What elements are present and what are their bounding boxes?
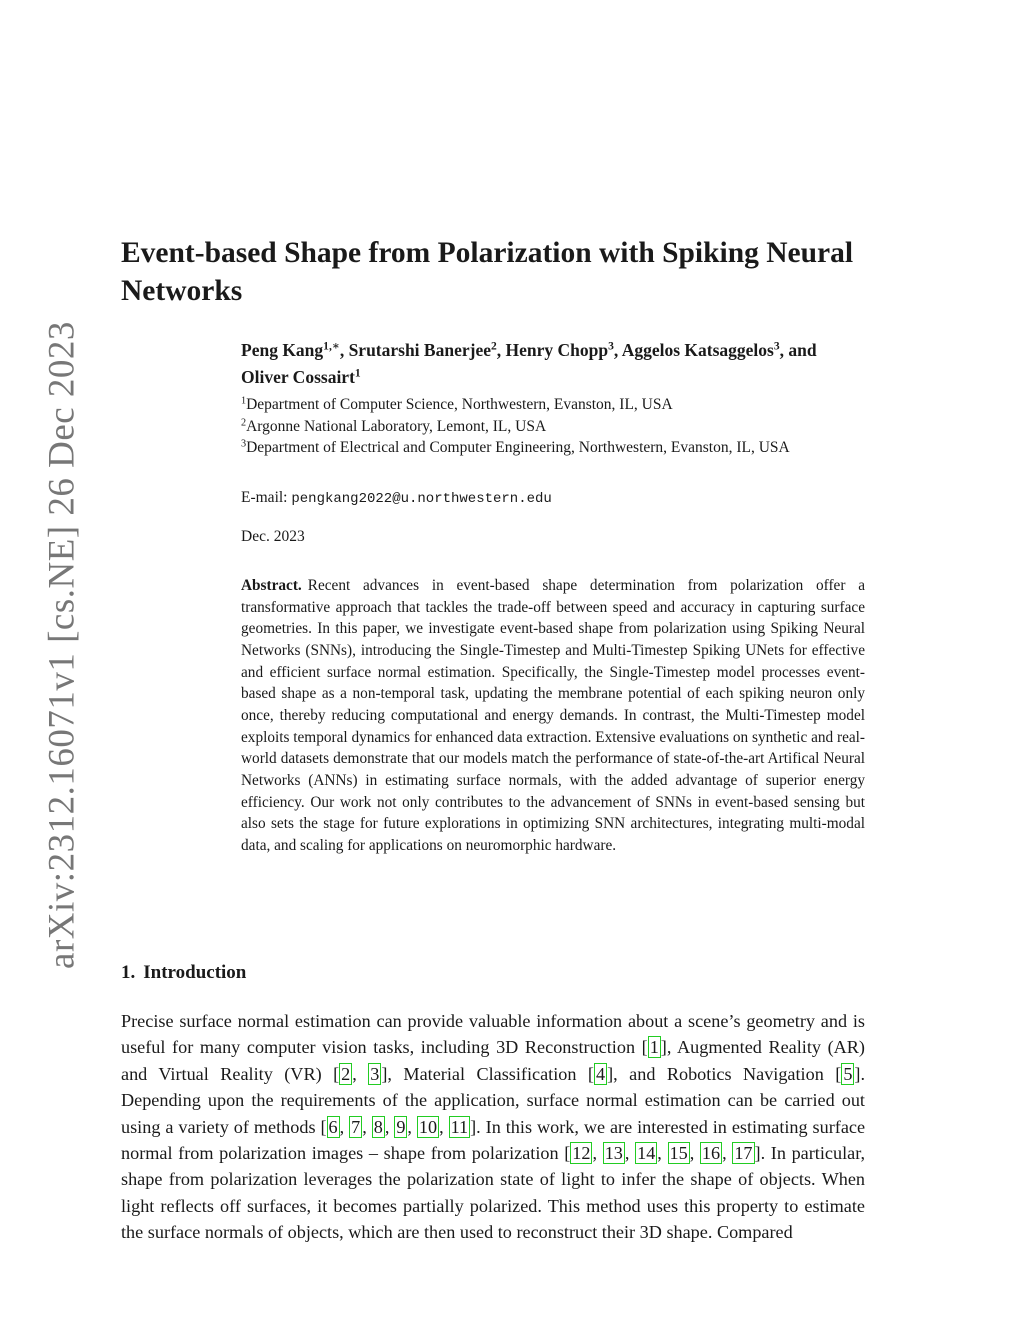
- section-number: 1.: [121, 962, 136, 983]
- intro-text: ,: [592, 1143, 603, 1164]
- author-separator: ,: [339, 340, 349, 360]
- intro-text: ,: [352, 1063, 369, 1084]
- introduction-paragraph: [121, 1008, 865, 1246]
- intro-text: ]. In particular, shape from polarization leverages the polarization state of light to infer the shape of objects. When light reflects off surfaces, it becomes partially polarized. This method uses this property to estimate the surface normals of objects, which are then used to reconstruct their 3D shape. Compared: [121, 1143, 866, 1243]
- intro-text: ]. In this work, we are interested in estimating surface normal from polarization images – shape from polarization [: [121, 1116, 866, 1164]
- citation-link[interactable]: 12: [572, 1143, 591, 1164]
- publication-date: Dec. 2023: [241, 528, 305, 545]
- author-affiliation-mark: 2: [490, 340, 497, 353]
- citation-link[interactable]: 15: [669, 1143, 688, 1164]
- citation-link[interactable]: 8: [373, 1116, 383, 1137]
- citation-link[interactable]: 10: [418, 1116, 438, 1137]
- author-affiliation-mark: 3: [608, 340, 614, 353]
- author-separator: ,: [496, 340, 506, 360]
- intro-text: ,: [407, 1116, 417, 1137]
- affiliation-list: [241, 394, 866, 459]
- intro-text: ,: [362, 1116, 372, 1137]
- citation-link[interactable]: 1: [649, 1037, 659, 1058]
- citation-link[interactable]: 16: [701, 1143, 721, 1164]
- intro-text: ], Augmented Reality (AR) and Virtual Reality (VR) [: [121, 1037, 865, 1084]
- citation-link[interactable]: 14: [637, 1143, 656, 1164]
- intro-text: ,: [722, 1143, 733, 1164]
- citation-link[interactable]: 7: [351, 1116, 361, 1137]
- intro-text: ,: [689, 1143, 700, 1164]
- citation-link[interactable]: 5: [843, 1063, 853, 1084]
- affiliation-text: Department of Electrical and Computer Engineering, Northwestern, Evanston, IL, USA: [246, 439, 790, 456]
- intro-text: ,: [339, 1116, 350, 1137]
- affiliation-line: [241, 394, 866, 416]
- citation-link[interactable]: 3: [370, 1063, 380, 1084]
- author-list: [241, 337, 861, 391]
- author-affiliation-mark: 1: [354, 367, 361, 380]
- author-name: Henry Chopp: [505, 340, 609, 360]
- author-affiliation-mark: 3: [773, 340, 780, 353]
- intro-text: ,: [624, 1143, 636, 1164]
- affiliation-text: Department of Computer Science, Northwestern, Evanston, IL, USA: [246, 396, 673, 413]
- author-name: Aggelos Katsaggelos: [621, 340, 774, 360]
- paper-title: Event-based Shape from Polarization with Spiking Neural Networks: [121, 237, 854, 307]
- intro-text: ], Material Classification [: [381, 1063, 594, 1084]
- author-separator: ,: [613, 340, 622, 360]
- citation-link[interactable]: 2: [341, 1063, 351, 1084]
- arxiv-identifier: arXiv:2312.16071v1 [cs.NE] 26 Dec 2023: [41, 321, 83, 969]
- citation-link[interactable]: 9: [396, 1116, 406, 1137]
- citation-link[interactable]: 13: [604, 1143, 623, 1164]
- abstract: [241, 575, 865, 857]
- author-affiliation-mark: 1,∗: [323, 340, 340, 353]
- citation-link[interactable]: 17: [734, 1143, 753, 1164]
- email-label: E-mail:: [241, 489, 288, 506]
- author-name: Oliver Cossairt: [241, 367, 355, 387]
- section-title: Introduction: [143, 962, 247, 983]
- author-separator: , and: [779, 340, 817, 360]
- citation-link[interactable]: 4: [596, 1063, 606, 1084]
- citation-link[interactable]: 6: [328, 1116, 338, 1137]
- intro-text: ], and Robotics Navigation [: [607, 1063, 842, 1084]
- author-name: Peng Kang: [241, 340, 324, 360]
- intro-text: ,: [439, 1116, 449, 1137]
- abstract-text: Recent advances in event-based shape determination from polarization offer a transformative approach that tackles the trade-off between speed and accuracy in capturing surface geometries. In this paper, we investigate event-based shape from polarization using Spiking Neural Networks (SNNs), introducing the Single-Timestep and Multi-Timestep Spiking UNets for effective and efficient surface normal estimation. Specifically, the Single-Timestep model processes event-based shape as a non-temporal task, updating the membrane potential of each spiking neuron only once, thereby reducing computational and energy demands. In contrast, the Multi-Timestep model exploits temporal dynamics for enhanced data extraction. Extensive evaluations on synthetic and real-world datasets demonstrate that our models match the performance of state-of-the-art Artifical Neural Networks (ANNs) in estimating surface normals, with the added advantage of superior energy efficiency. Our work not only contributes to the advancement of SNNs in event-based sensing but also sets the stage for future explorations in optimizing SNN architectures, integrating multi-modal data, and scaling for applications on neuromorphic hardware.: [241, 577, 865, 854]
- email-line: [241, 489, 552, 507]
- intro-text: ,: [657, 1143, 668, 1164]
- affiliation-mark: 1: [241, 395, 247, 407]
- citation-link[interactable]: 11: [450, 1116, 469, 1137]
- affiliation-line: [241, 416, 866, 438]
- intro-text: ,: [384, 1116, 395, 1137]
- affiliation-line: [241, 437, 866, 459]
- affiliation-mark: 3: [241, 438, 247, 450]
- abstract-label: Abstract.: [241, 577, 302, 594]
- author-name: Srutarshi Banerjee: [348, 340, 491, 360]
- intro-text: ]. Depending upon the requirements of the application, surface normal estimation can be carried out using a variety of methods [: [121, 1063, 866, 1137]
- affiliation-mark: 2: [241, 416, 247, 428]
- section-heading: [121, 962, 246, 984]
- intro-text: Precise surface normal estimation can provide valuable information about a scene’s geometry and is useful for many computer vision tasks, including 3D Reconstruction [: [121, 1011, 865, 1058]
- affiliation-text: Argonne National Laboratory, Lemont, IL, USA: [246, 417, 547, 435]
- email-address[interactable]: pengkang2022@u.northwestern.edu: [291, 491, 552, 507]
